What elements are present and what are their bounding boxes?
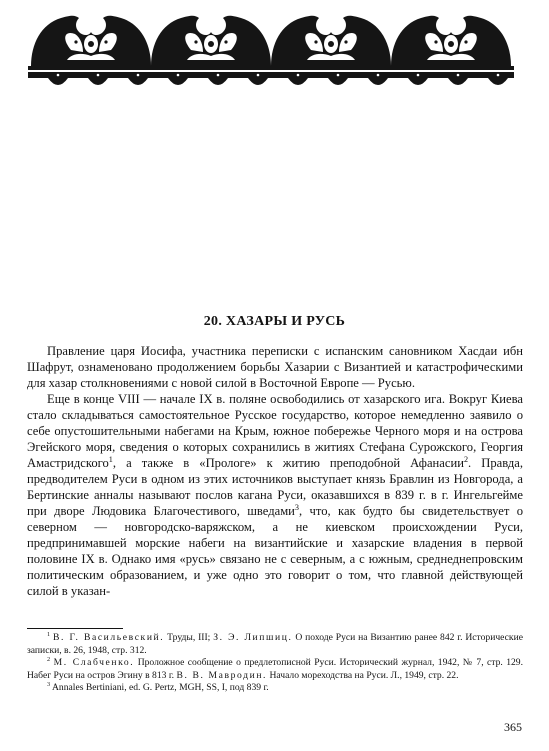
- footnote-author: В. Г. Васильевский.: [52, 632, 165, 643]
- page-number: 365: [504, 720, 522, 734]
- footnote-text: Труды, III;: [164, 632, 214, 643]
- footnote-ref: 2: [463, 454, 469, 464]
- footnote-text: Проложное сообщение о предлетописной Руси. Исторический журнал, 1942, № 7, стр. 129. Набег Руси на остров Эгину в 813 г.: [27, 657, 523, 681]
- footnote-text: Начало мореходства на Руси. Л., 1949, стр. 22.: [267, 669, 459, 681]
- footnote: [27, 657, 523, 682]
- main-text: [27, 343, 523, 599]
- footnote-ref: 3: [294, 502, 300, 512]
- footnotes: [27, 632, 523, 695]
- footnote-author: З. Э. Липшиц.: [213, 632, 293, 643]
- paragraph: [27, 391, 523, 599]
- chapter-title: 20. ХАЗАРЫ И РУСЬ: [203, 314, 346, 329]
- footnote: [27, 632, 523, 657]
- footnote-author: М. Слабченко.: [53, 657, 135, 668]
- footnote: [27, 682, 523, 695]
- footnote-text: Annales Bertiniani, ed. G. Pertz, MGH, SS, I, под 839 г.: [52, 682, 269, 693]
- floral-band-ornament-icon: [28, 14, 514, 98]
- text-run: Еще в конце VIII — начале IX в. поляне освободились от хазарского ига. Вокруг Киева стало складываться самостоятельное Русское государство, которое немедленно заявило о себе опустошительными набегами на Крым, южное побережье Черного моря и на острова Эгейского моря, сведения о которых сохранились в житиях Стефана Сурожского, Георгия Амастридского: [27, 392, 523, 470]
- footnote-number: 2: [47, 655, 51, 663]
- paragraph: Правление царя Иосифа, участника переписки с испанским сановником Хасдаи ибн Шафрут, ознаменовано продолжением борьбы Хазарии с Византией и катастрофическими для хазар столкновениями с новой силой в Восточной Европе — Русью.: [27, 344, 523, 390]
- footnote-number: 1: [47, 630, 51, 638]
- footnote-text: О походе Руси на Византию ранее 842 г. Исторические записки, в. 26, 1948, стр. 312.: [27, 632, 523, 656]
- footnote-rule: [27, 628, 123, 629]
- footnote-ref: 1: [108, 454, 113, 464]
- text-run: , а также в «Прологе» к житию преподобной Афанасии: [112, 456, 464, 470]
- text-run: , что, как будто бы свидетельствует о северном — новгородско-варяжском, а не киевском происхождении Руси, предпринимавшей морские набеги на византийские и хазарские владения в первой половине IX в. Однако имя «русь» связано не с северным, а с южным, среднеднепровским политическим образованием, и уже одно это говорит о том, что главной действующей силой в указан-: [27, 504, 523, 598]
- footnote-number: 3: [47, 680, 51, 688]
- text-run: . Правда, предводителем Руси в одном из этих источников выступает князь Бравлин из Новгорода, а Бертинские анналы называют послов кагана Руси, оказавшихся в 839 г. в г. Ингельгейме при дворе Людовика Благочестивого, шведами: [27, 456, 523, 518]
- footnote-author: В. В. Мавродин.: [176, 669, 268, 681]
